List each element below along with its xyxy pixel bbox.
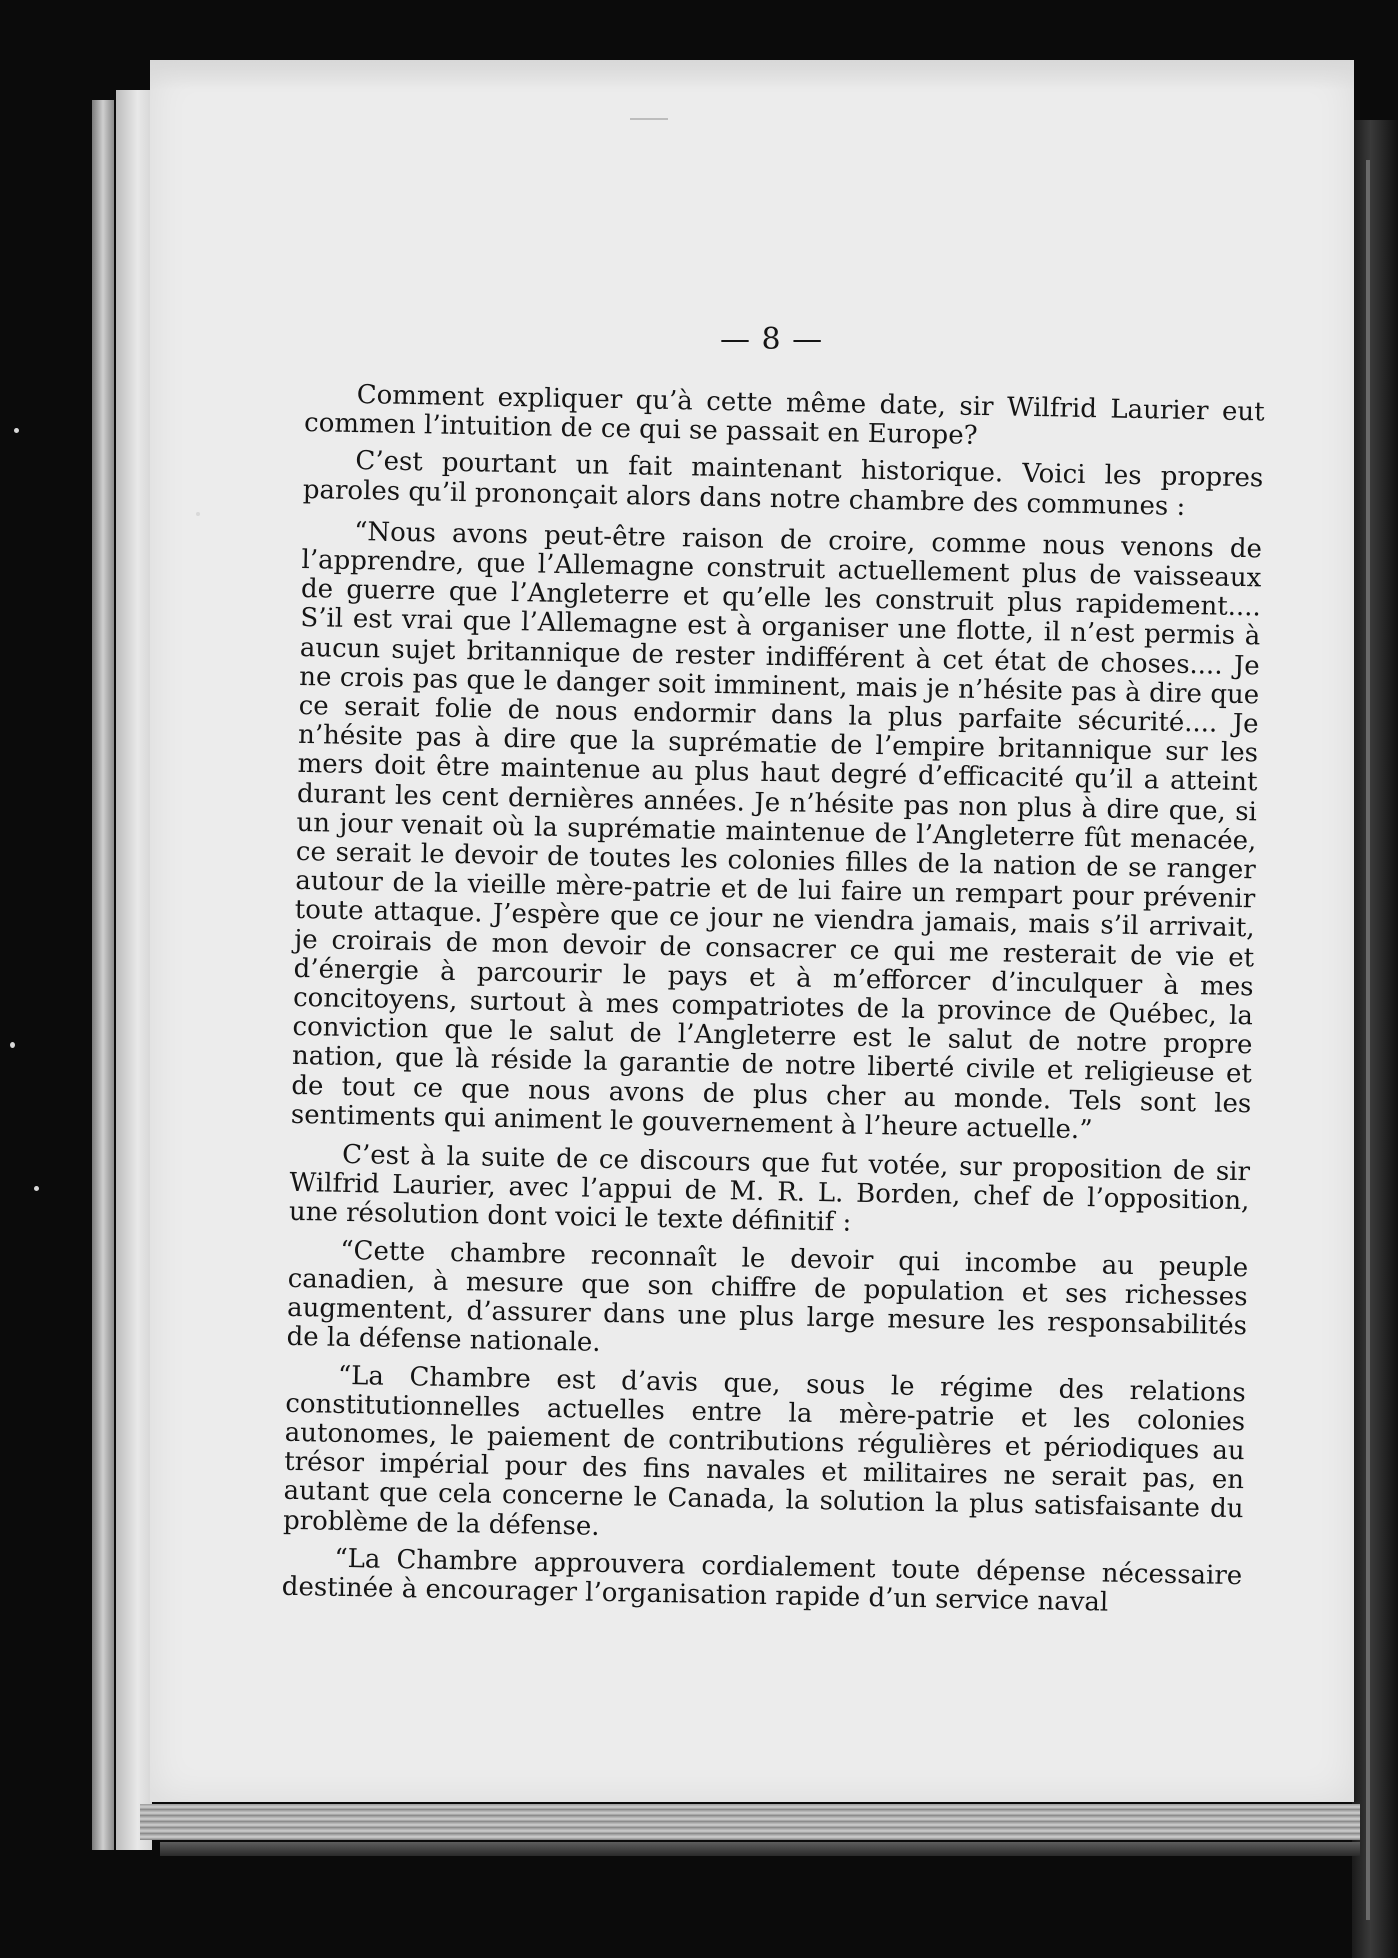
paragraph-resolution-intro: C’est à la suite de ce discours que fut votée, sur proposition de sir Wilfrid Laurier, avec l’appui de M. R. L. Borden, chef de l’opposition, une résolution dont voici le texte définitif : — [288, 1139, 1251, 1239]
binding-edge-left — [92, 100, 114, 1850]
margin-mark — [34, 1186, 39, 1191]
resolution-clause-3: “La Chambre approuvera cordialement toute dépense nécessaire destinée à encourager l’organisation rapide d’un service naval — [281, 1543, 1243, 1618]
paragraph-1: Comment expliquer qu’à cette même date, sir Wilfrid Laurier eut commen l’intuition de ce qui se passait en Europe? — [303, 379, 1265, 452]
paragraph-2: C’est pourtant un fait maintenant historique. Voici les propres paroles qu’il prononçait alors dans notre chambre des communes : — [302, 446, 1264, 522]
quote-laurier-speech: “Nous avons peut-être raison de croire, comme nous venons de l’apprendre, que l’Allemagne construit actuellement plus de vaisseaux de guerre que l’Angleterre et qu’elle les construit plus rapidement.... S’il est vrai que l’Allemagne est à organiser une flotte, il n’est permis à aucun sujet britannique de rester indifférent à cet état de choses.... Je ne crois pas que le danger soit imminent, mais je n’hésite pas à dire que ce serait folie de nous endormir dans la plus parfaite sécurité.... Je n’hésite pas à dire que la suprématie de l’empire britannique sur les mers doit être maintenue au plus haut degré d’efficacité qu’il a atteint durant les cent dernières années. Je n’hésite pas non plus à dire que, si un jour venait où la suprématie maintenue de l’Angleterre fût menacée, ce serait le devoir de toutes les colonies filles de la nation de se ranger autour de la vieille mère-patrie et de lui faire un rempart pour prévenir toute attaque. J’espère que ce jour ne viendra jamais, mais s’il arrivait, je croirais de mon devoir de consacrer ce qui me resterait de vie et d’énergie à parcourir le pays et à m’efforcer d’inculquer à mes concitoyens, surtout à mes compatriotes de la province de Québec, la conviction que le salut de l’Angleterre est le salut de notre propre nation, que là réside la garantie de notre liberté civile et religieuse et de tout ce que nous avons de plus cher au monde. Tels sont les sentiments qui animent le gouvernement à l’heure actuelle.” — [290, 516, 1263, 1146]
page-stack-bottom — [140, 1804, 1360, 1840]
paper-smudge — [630, 118, 668, 120]
margin-mark — [196, 512, 200, 516]
resolution-clause-1: “Cette chambre reconnaît le devoir qui incombe au peuple canadien, à mesure que son chiffre de population et ses richesses augmentent, d’assurer dans une plus large mesure les responsabilités de la défense nationale. — [286, 1235, 1249, 1359]
underlying-page-edge — [116, 90, 152, 1850]
resolution-clause-2: “La Chambre est d’avis que, sous le régime des relations constitutionnelles actuelles entre la mère-patrie et les colonies autonomes, le paiement de contributions régulières et périodiques au trésor impérial pour des fins navales et militaires ne serait pas, en autant que cela concerne le Canada, la solution la plus satisfaisante du problème de la défense. — [282, 1360, 1247, 1542]
margin-mark — [10, 1042, 15, 1048]
body-text — [282, 380, 1265, 1620]
margin-mark — [14, 428, 19, 433]
binding-edge-right — [1352, 120, 1398, 1958]
page-number: — 8 — — [720, 322, 824, 357]
right-edge-line — [1366, 160, 1370, 1920]
